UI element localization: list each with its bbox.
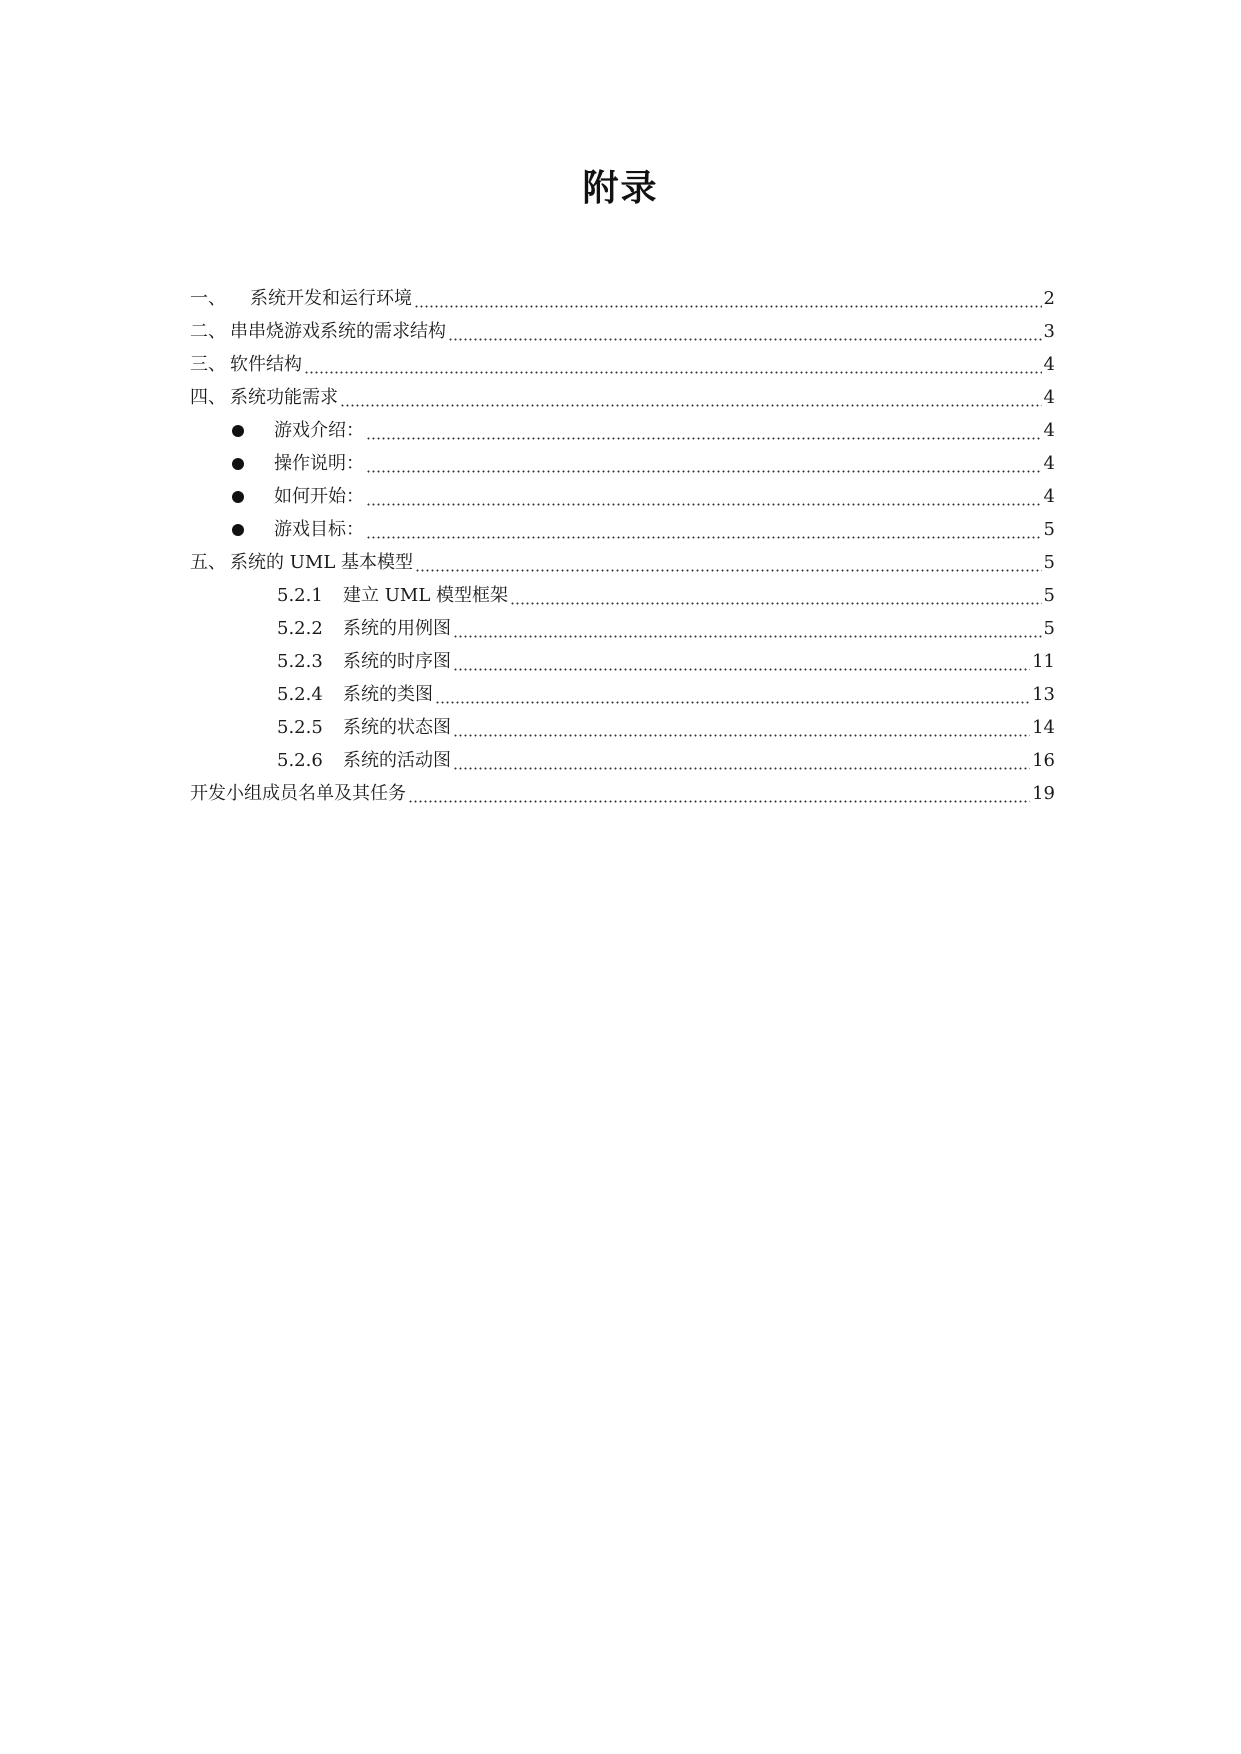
toc-entry-text: 系统功能需求 — [230, 387, 338, 408]
dot-leader — [435, 678, 1030, 711]
dot-leader — [414, 282, 1042, 315]
toc-page-number: 3 — [1043, 321, 1055, 342]
toc-page-number: 16 — [1032, 750, 1055, 771]
toc-entry[interactable] — [190, 546, 1055, 579]
toc-entry-prefix: 三、 — [190, 354, 226, 375]
toc-entry[interactable] — [190, 447, 1055, 480]
table-of-contents — [190, 282, 1055, 810]
toc-entry-text: 游戏介绍： — [274, 420, 364, 441]
bullet-icon — [232, 458, 244, 470]
toc-entry[interactable] — [190, 744, 1055, 777]
toc-entry-text: 开发小组成员名单及其任务 — [190, 783, 406, 804]
toc-page-number: 11 — [1032, 651, 1055, 672]
dot-leader — [453, 645, 1030, 678]
toc-section-number: 5.2.3 — [277, 651, 323, 672]
toc-entry[interactable] — [190, 348, 1055, 381]
toc-entry[interactable] — [190, 480, 1055, 513]
dot-leader — [448, 315, 1042, 348]
toc-page-number: 19 — [1032, 783, 1055, 804]
toc-entry-text: 串串烧游戏系统的需求结构 — [230, 321, 446, 342]
toc-entry[interactable] — [190, 282, 1055, 315]
bullet-icon — [232, 425, 244, 437]
toc-entry-text: 系统的 UML 基本模型 — [230, 552, 413, 573]
toc-entry-text: 游戏目标： — [274, 519, 364, 540]
toc-page-number: 5 — [1043, 585, 1055, 606]
dot-leader — [366, 447, 1042, 480]
toc-page-number: 4 — [1043, 387, 1055, 408]
dot-leader — [510, 579, 1042, 612]
bullet-icon — [232, 524, 244, 536]
dot-leader — [366, 513, 1042, 546]
dot-leader — [340, 381, 1042, 414]
toc-page-number: 5 — [1043, 552, 1055, 573]
toc-page-number: 4 — [1043, 453, 1055, 474]
toc-page-number: 4 — [1043, 486, 1055, 507]
toc-page-number: 2 — [1043, 288, 1055, 309]
toc-entry-text: 系统的类图 — [343, 684, 433, 705]
toc-entry[interactable] — [190, 579, 1055, 612]
toc-entry-prefix: 二、 — [190, 321, 226, 342]
toc-entry[interactable] — [190, 678, 1055, 711]
toc-entry-prefix: 四、 — [190, 387, 226, 408]
toc-page-number: 5 — [1043, 519, 1055, 540]
toc-section-number: 5.2.6 — [277, 750, 323, 771]
toc-entry[interactable] — [190, 777, 1055, 810]
toc-entry-text: 软件结构 — [230, 354, 302, 375]
dot-leader — [366, 414, 1042, 447]
toc-entry-prefix: 五、 — [190, 552, 226, 573]
toc-entry-text: 系统开发和运行环境 — [250, 288, 412, 309]
toc-entry-text: 系统的活动图 — [343, 750, 451, 771]
toc-section-number: 5.2.2 — [277, 618, 323, 639]
dot-leader — [453, 744, 1030, 777]
toc-page-number: 4 — [1043, 420, 1055, 441]
toc-entry-text: 建立 UML 模型框架 — [343, 585, 508, 606]
toc-page-number: 13 — [1032, 684, 1055, 705]
bullet-icon — [232, 491, 244, 503]
toc-section-number: 5.2.5 — [277, 717, 323, 738]
toc-entry[interactable] — [190, 414, 1055, 447]
dot-leader — [415, 546, 1042, 579]
dot-leader — [304, 348, 1042, 381]
toc-entry-text: 系统的状态图 — [343, 717, 451, 738]
toc-entry-text: 操作说明： — [274, 453, 364, 474]
page-title: 附录 — [582, 168, 659, 209]
toc-page-number: 5 — [1043, 618, 1055, 639]
toc-entry[interactable] — [190, 645, 1055, 678]
toc-entry-text: 系统的时序图 — [343, 651, 451, 672]
toc-page-number: 4 — [1043, 354, 1055, 375]
toc-entry[interactable] — [190, 513, 1055, 546]
dot-leader — [366, 480, 1042, 513]
toc-page-number: 14 — [1032, 717, 1055, 738]
toc-entry[interactable] — [190, 381, 1055, 414]
toc-entry-text: 系统的用例图 — [343, 618, 451, 639]
toc-entry[interactable] — [190, 711, 1055, 744]
toc-section-number: 5.2.4 — [277, 684, 323, 705]
toc-section-number: 5.2.1 — [277, 585, 323, 606]
toc-entry-prefix: 一、 — [190, 288, 226, 309]
toc-entry[interactable] — [190, 315, 1055, 348]
toc-entry[interactable] — [190, 612, 1055, 645]
dot-leader — [408, 777, 1030, 810]
toc-entry-text: 如何开始： — [274, 486, 364, 507]
dot-leader — [453, 612, 1042, 645]
dot-leader — [453, 711, 1030, 744]
